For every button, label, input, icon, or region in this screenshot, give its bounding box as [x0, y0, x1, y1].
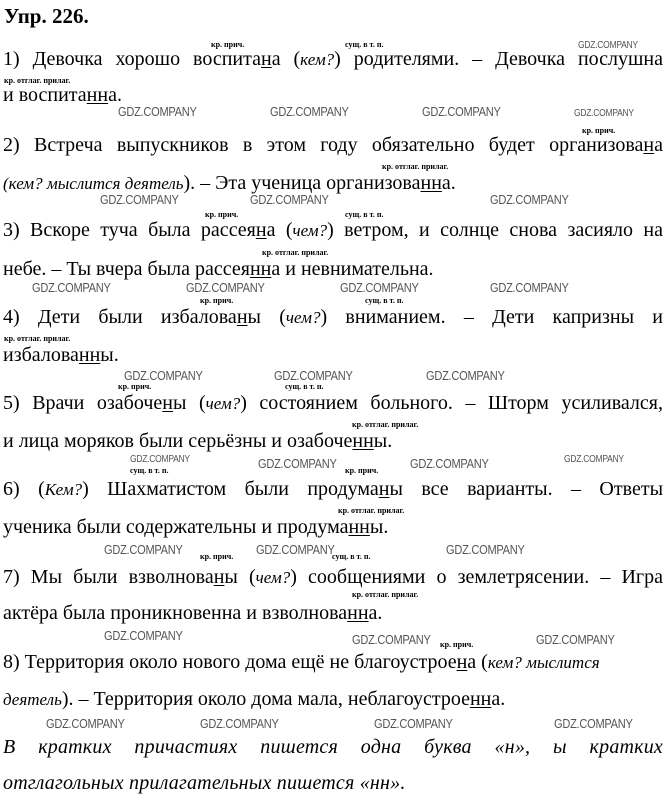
watermark: GDZ.COMPANY	[422, 104, 501, 119]
watermark: GDZ.COMPANY	[578, 40, 638, 51]
watermark: GDZ.COMPANY	[100, 192, 179, 207]
watermark: GDZ.COMPANY	[186, 280, 265, 295]
annotation-verbal-adjective: кр. отглаг. прилаг.	[4, 76, 71, 85]
sentence-8-line-2: деятель). – Территория около дома мала, неблагоустроенна.	[3, 688, 506, 710]
sentence-7-line-2: актёра была проникновенна и взволнованна.	[3, 602, 383, 624]
sentence-2-line-2: (кем? мыслится деятель). – Эта ученица организованна.	[3, 172, 456, 194]
annotation-noun-instrumental: сущ. в т. п.	[285, 382, 324, 391]
watermark: GDZ.COMPANY	[352, 632, 431, 647]
watermark: GDZ.COMPANY	[274, 368, 353, 383]
sentence-7-line-1: 7) Мы были взволнованы (чем?) сообщениями о землетрясении. – Игра	[3, 566, 663, 588]
annotation-verbal-adjective: кр. отглаг. прилаг.	[262, 248, 329, 257]
watermark: GDZ.COMPANY	[250, 192, 329, 207]
rule-line-2: отглагольных прилагательных пишется «нн».	[3, 772, 406, 794]
sentence-3-line-1: 3) Вскоре туча была рассеяна (чем?) ветром, и солнце снова засияло на	[3, 219, 663, 241]
watermark: GDZ.COMPANY	[46, 716, 125, 731]
watermark: GDZ.COMPANY	[536, 632, 615, 647]
watermark: GDZ.COMPANY	[256, 542, 335, 557]
watermark: GDZ.COMPANY	[490, 280, 569, 295]
watermark: GDZ.COMPANY	[374, 716, 453, 731]
annotation-noun-instrumental: сущ. в т. п.	[345, 40, 384, 49]
annotation-verbal-adjective: кр. отглаг. прилаг.	[352, 420, 419, 429]
sentence-4-line-2: избалованны.	[3, 344, 119, 366]
annotation-short-participle: кр. прич.	[118, 382, 152, 391]
annotation-short-participle: кр. прич.	[200, 552, 234, 561]
sentence-5-line-1: 5) Врачи озабочены (чем?) состоянием больного. – Шторм усиливался,	[3, 392, 663, 414]
sentence-1-line-2: и воспитанна.	[3, 84, 122, 106]
watermark: GDZ.COMPANY	[410, 456, 489, 471]
annotation-verbal-adjective: кр. отглаг. прилаг.	[382, 162, 449, 171]
watermark: GDZ.COMPANY	[564, 454, 624, 465]
watermark: GDZ.COMPANY	[258, 456, 337, 471]
watermark: GDZ.COMPANY	[554, 716, 633, 731]
sentence-6-line-1: 6) (Кем?) Шахматистом были продуманы все варианты. – Ответы	[3, 478, 663, 500]
annotation-verbal-adjective: кр. отглаг. прилаг.	[4, 334, 71, 343]
annotation-verbal-adjective: кр. отглаг. прилаг.	[352, 590, 419, 599]
annotation-short-participle: кр. прич.	[211, 40, 245, 49]
watermark: GDZ.COMPANY	[270, 104, 349, 119]
sentence-1-line-1: 1) Девочка хорошо воспитана (кем?) родителями. – Девочка послушна	[3, 48, 663, 70]
watermark: GDZ.COMPANY	[574, 108, 634, 119]
annotation-verbal-adjective: кр. отглаг. прилаг.	[338, 506, 405, 515]
sentence-8-line-1: 8) Территория около нового дома ещё не благоустроена (кем? мыслится	[3, 651, 600, 673]
exercise-title: Упр. 226.	[4, 4, 89, 28]
sentence-3-line-2: небе. – Ты вчера была рассеянна и невнимательна.	[3, 258, 434, 280]
annotation-short-participle: кр. прич.	[440, 640, 474, 649]
watermark: GDZ.COMPANY	[104, 628, 183, 643]
annotation-noun-instrumental: сущ. в т. п.	[332, 552, 371, 561]
rule-line-1: В кратких причастиях пишется одна буква «н», ы кратких	[3, 736, 663, 758]
annotation-noun-instrumental: сущ. в т. п.	[345, 210, 384, 219]
watermark: GDZ.COMPANY	[32, 280, 111, 295]
annotation-noun-instrumental: сущ. в т. п.	[130, 466, 169, 475]
watermark: GDZ.COMPANY	[104, 542, 183, 557]
sentence-4-line-1: 4) Дети были избалованы (чем?) вниманием. – Дети капризны и	[3, 306, 663, 328]
watermark: GDZ.COMPANY	[124, 368, 203, 383]
watermark: GDZ.COMPANY	[200, 716, 279, 731]
watermark: GDZ.COMPANY	[130, 454, 190, 465]
watermark: GDZ.COMPANY	[446, 542, 525, 557]
watermark: GDZ.COMPANY	[426, 368, 505, 383]
annotation-short-participle: кр. прич.	[345, 466, 379, 475]
sentence-5-line-2: и лица моряков были серьёзны и озабоченны.	[3, 430, 393, 452]
watermark: GDZ.COMPANY	[490, 192, 569, 207]
annotation-noun-instrumental: сущ. в т. п.	[365, 296, 404, 305]
annotation-short-participle: кр. прич.	[200, 296, 234, 305]
sentence-2-line-1: 2) Встреча выпускников в этом году обязательно будет организована	[3, 134, 663, 156]
watermark: GDZ.COMPANY	[340, 280, 419, 295]
sentence-6-line-2: ученика были содержательны и продуманны.	[3, 516, 389, 538]
watermark: GDZ.COMPANY	[118, 104, 197, 119]
annotation-short-participle: кр. прич.	[582, 126, 616, 135]
annotation-short-participle: кр. прич.	[205, 210, 239, 219]
